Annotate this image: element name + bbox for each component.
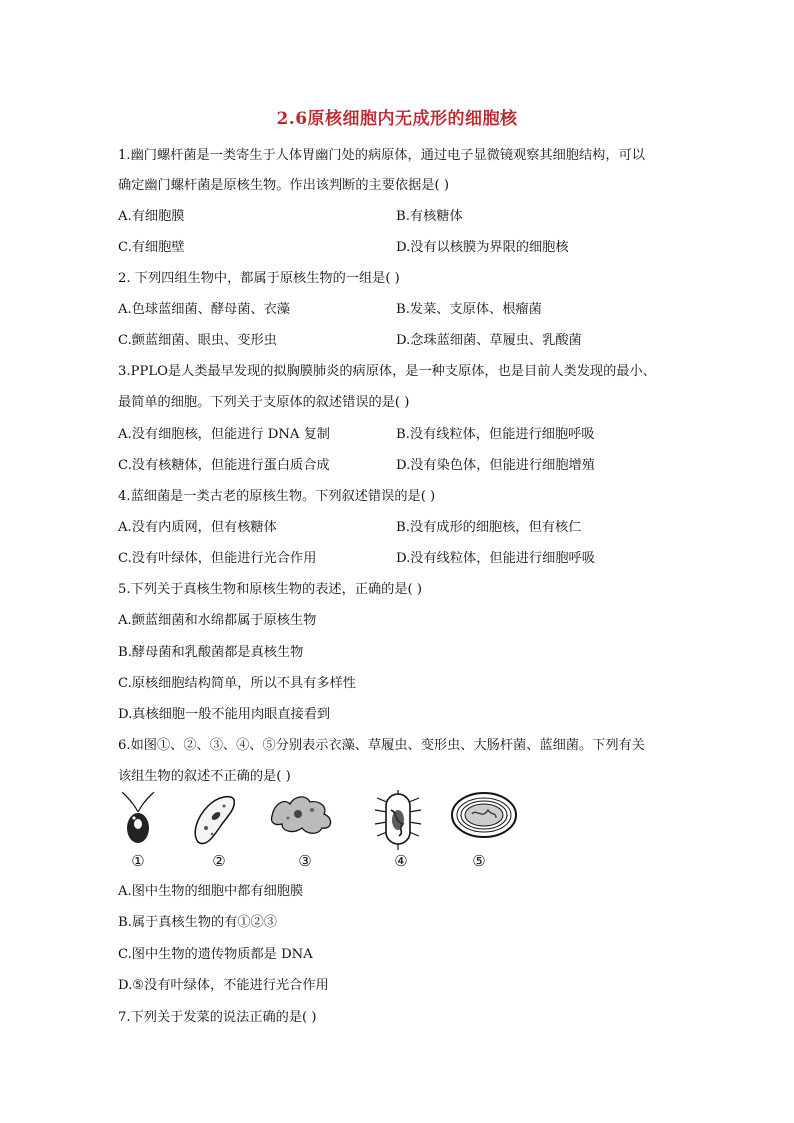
q5-stem: 5.下列关于真核生物和原核生物的表述，正确的是( ) <box>118 582 422 597</box>
q1-option-d: D.没有以核膜为界限的细胞核 <box>396 240 569 255</box>
q6-option-a: A.图中生物的细胞中都有细胞膜 <box>118 884 304 899</box>
q5-option-d: D.真核细胞一般不能用肉眼直接看到 <box>118 707 331 722</box>
q4-option-b: B.没有成形的细胞核，但有核仁 <box>396 520 582 535</box>
q6-stem-line1: 6.如图①、②、③、④、⑤分别表示衣藻、草履虫、变形虫、大肠杆菌、蓝细菌。下列有关 <box>118 738 645 753</box>
figure-label-2: ② <box>212 852 226 870</box>
q5-option-b: B.酵母菌和乳酸菌都是真核生物 <box>118 645 304 660</box>
q2-stem: 2. 下列四组生物中，都属于原核生物的一组是( ) <box>118 271 400 286</box>
q6-option-d: D.⑤没有叶绿体，不能进行光合作用 <box>118 978 329 993</box>
q4-option-c: C.没有叶绿体，但能进行光合作用 <box>118 551 317 566</box>
q2-option-b: B.发菜、支原体、根瘤菌 <box>396 302 542 317</box>
q2-option-a: A.色球蓝细菌、酵母菌、衣藻 <box>118 302 290 317</box>
q3-option-c: C.没有核糖体，但能进行蛋白质合成 <box>118 458 330 473</box>
q4-stem: 4.蓝细菌是一类古老的原核生物。下列叙述错误的是( ) <box>118 489 436 504</box>
q4-option-d: D.没有线粒体，但能进行细胞呼吸 <box>396 551 595 566</box>
q4-option-a: A.没有内质网，但有核糖体 <box>118 520 277 535</box>
figure-label-1: ① <box>131 852 145 870</box>
q6-option-c: C.图中生物的遗传物质都是 DNA <box>118 947 313 962</box>
q3-option-d: D.没有染色体，但能进行细胞增殖 <box>396 458 595 473</box>
page-title: 2.6原核细胞内无成形的细胞核 <box>276 109 518 129</box>
q1-option-a: A.有细胞膜 <box>118 209 185 224</box>
q5-option-a: A.颤蓝细菌和水绵都属于原核生物 <box>118 613 317 628</box>
q2-option-c: C.颤蓝细菌、眼虫、变形虫 <box>118 333 277 348</box>
q2-option-d: D.念珠蓝细菌、草履虫、乳酸菌 <box>396 333 582 348</box>
q3-stem-line1: 3.PPLO是人类最早发现的拟胸膜肺炎的病原体，是一种支原体，也是目前人类发现的最小、 <box>118 364 656 379</box>
q3-stem-line2: 最简单的细胞。下列关于支原体的叙述错误的是( ) <box>118 395 410 410</box>
q3-option-b: B.没有线粒体，但能进行细胞呼吸 <box>396 427 595 442</box>
figure-label-5: ⑤ <box>472 852 486 870</box>
organism-figure <box>118 790 538 875</box>
q1-stem-line1: 1.幽门螺杆菌是一类寄生于人体胃幽门处的病原体，通过电子显微镜观察其细胞结构，可以 <box>118 148 645 163</box>
q1-stem-line2: 确定幽门螺杆菌是原核生物。作出该判断的主要依据是( ) <box>118 178 449 193</box>
q7-stem: 7.下列关于发菜的说法正确的是( ) <box>118 1010 317 1025</box>
q6-stem-line2: 该组生物的叙述不正确的是( ) <box>118 769 291 784</box>
q6-option-b: B.属于真核生物的有①②③ <box>118 915 277 930</box>
paramecium-image <box>188 790 238 850</box>
e-coli-image <box>373 790 423 850</box>
q1-option-b: B.有核糖体 <box>396 209 463 224</box>
chlamydomonas-image <box>118 790 158 850</box>
figure-label-4: ④ <box>394 852 408 870</box>
q5-option-c: C.原核细胞结构简单，所以不具有多样性 <box>118 676 356 691</box>
figure-label-3: ③ <box>298 852 312 870</box>
amoeba-image <box>268 790 338 840</box>
cyanobacterium-image <box>450 790 518 840</box>
q1-option-c: C.有细胞壁 <box>118 240 185 255</box>
q3-option-a: A.没有细胞核，但能进行 DNA 复制 <box>118 427 330 442</box>
